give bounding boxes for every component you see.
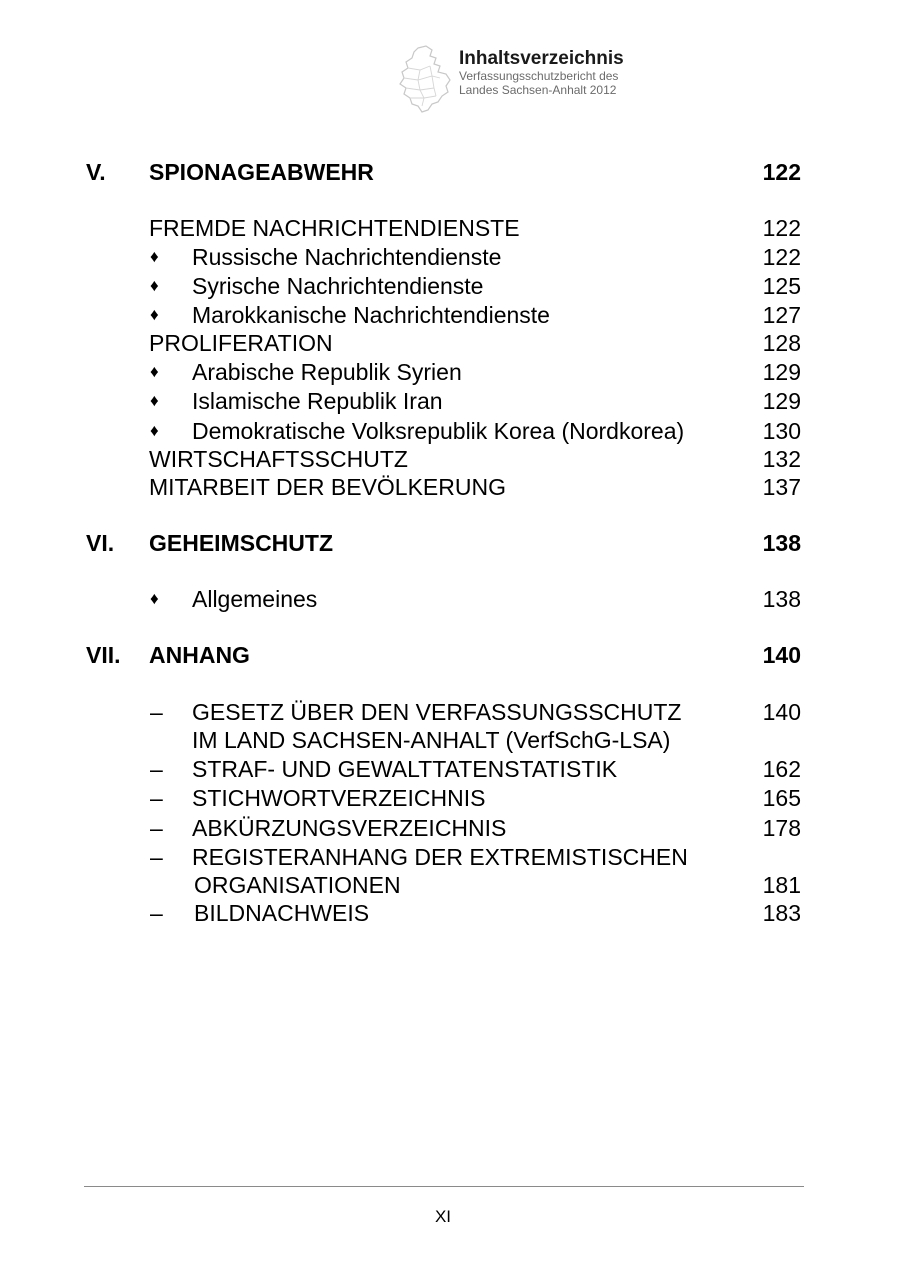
section-page: 140 [762,642,801,668]
toc-section-v[interactable] [0,158,900,186]
entry-label: Allgemeines [192,586,318,612]
entry-label: REGISTERANHANG DER EXTREMISTISCHEN [192,844,688,870]
section-title: GEHEIMSCHUTZ [149,530,333,556]
entry-page: 122 [762,215,801,241]
header-subtitle-line1: Verfassungsschutzbericht des [459,69,619,83]
dash-bullet-icon: – [150,900,163,926]
page-header [396,44,696,116]
entry-page: 127 [762,302,801,328]
toc-entry[interactable] [0,899,900,927]
section-title: SPIONAGEABWEHR [149,159,374,185]
dash-bullet-icon: – [150,756,163,782]
section-number: VI. [86,530,115,556]
toc-entry[interactable] [0,417,900,445]
entry-label: STICHWORTVERZEICHNIS [192,785,486,811]
diamond-bullet-icon: ♦ [150,362,159,381]
toc-entry[interactable] [0,698,900,726]
toc-entry[interactable] [0,843,900,871]
entry-page: 129 [762,359,801,385]
section-number: VII. [86,642,121,668]
entry-label: Islamische Republik Iran [192,388,443,414]
toc-entry-continuation[interactable] [0,871,900,899]
entry-label: FREMDE NACHRICHTENDIENSTE [149,215,520,241]
entry-label: Arabische Republik Syrien [192,359,462,385]
entry-page: 140 [762,699,801,725]
toc-entry[interactable] [0,243,900,271]
section-page: 138 [762,530,801,556]
entry-label-line2: ORGANISATIONEN [194,872,401,898]
section-title: ANHANG [149,642,250,668]
entry-label: Russische Nachrichtendienste [192,244,502,270]
entry-page: 165 [762,785,801,811]
dash-bullet-icon: – [150,815,163,841]
toc-entry[interactable] [0,214,900,242]
toc-entry[interactable] [0,358,900,386]
header-subtitle-line2: Landes Sachsen-Anhalt 2012 [459,83,617,97]
entry-page: 125 [762,273,801,299]
diamond-bullet-icon: ♦ [150,421,159,440]
entry-page: 130 [762,418,801,444]
footer-page-number: XI [434,1207,452,1226]
dash-bullet-icon: – [150,844,163,870]
toc-entry[interactable] [0,387,900,415]
entry-page: 128 [762,330,801,356]
toc-entry[interactable] [0,755,900,783]
entry-label: MITARBEIT DER BEVÖLKERUNG [149,474,506,500]
diamond-bullet-icon: ♦ [150,589,159,608]
entry-label: Marokkanische Nachrichtendienste [192,302,550,328]
entry-page: 183 [762,900,801,926]
entry-page: 138 [762,586,801,612]
toc-entry[interactable] [0,272,900,300]
entry-label: BILDNACHWEIS [194,900,370,926]
section-page: 122 [762,159,801,185]
toc-entry-continuation [0,726,900,754]
toc-entry[interactable] [0,473,900,501]
dash-bullet-icon: – [150,785,163,811]
entry-label: STRAF- UND GEWALTTATENSTATISTIK [192,756,618,782]
entry-label: Syrische Nachrichtendienste [192,273,484,299]
toc-entry[interactable] [0,329,900,357]
diamond-bullet-icon: ♦ [150,247,159,266]
toc-entry[interactable] [0,445,900,473]
entry-page: 162 [762,756,801,782]
entry-page: 181 [762,872,801,898]
entry-label: WIRTSCHAFTSSCHUTZ [149,446,408,472]
toc-section-vi[interactable] [0,529,900,557]
entry-page: 178 [762,815,801,841]
entry-label: Demokratische Volksrepublik Korea (Nordkorea) [192,418,685,444]
diamond-bullet-icon: ♦ [150,276,159,295]
header-title: Inhaltsverzeichnis [459,48,624,69]
dash-bullet-icon: – [150,699,163,725]
entry-label: GESETZ ÜBER DEN VERFASSUNGSSCHUTZ [192,699,682,725]
toc-entry[interactable] [0,814,900,842]
sachsen-anhalt-map-icon [396,44,456,116]
entry-page: 129 [762,388,801,414]
entry-page: 137 [762,474,801,500]
section-number: V. [86,159,106,185]
entry-page: 122 [762,244,801,270]
toc-section-vii[interactable] [0,641,900,669]
toc-entry[interactable] [0,784,900,812]
toc-entry[interactable] [0,585,900,613]
entry-label: ABKÜRZUNGSVERZEICHNIS [192,815,507,841]
diamond-bullet-icon: ♦ [150,305,159,324]
entry-page: 132 [762,446,801,472]
entry-label-line2: IM LAND SACHSEN-ANHALT (VerfSchG-LSA) [192,727,671,753]
entry-label: PROLIFERATION [149,330,333,356]
footer-divider [84,1186,804,1187]
toc-entry[interactable] [0,301,900,329]
diamond-bullet-icon: ♦ [150,391,159,410]
